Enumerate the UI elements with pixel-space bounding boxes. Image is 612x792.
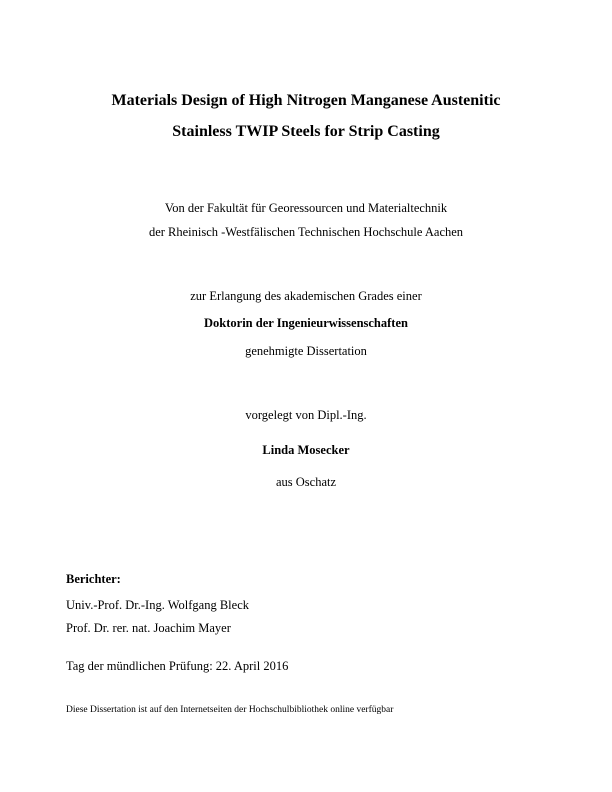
degree-title: Doktorin der Ingenieurwissenschaften: [204, 316, 408, 330]
reviewer-1: Univ.-Prof. Dr.-Ing. Wolfgang Bleck: [66, 598, 249, 612]
reviewer-2: Prof. Dr. rer. nat. Joachim Mayer: [66, 621, 231, 635]
author-origin: aus Oschatz: [275, 475, 337, 489]
author-name: Linda Mosecker: [262, 443, 350, 457]
faculty-line-2: der Rheinisch -Westfälischen Technischen Hochschule Aachen: [148, 225, 464, 239]
reviewers-heading: Berichter:: [66, 572, 121, 586]
faculty-line-1: Von der Fakultät für Georessourcen und Materialtechnik: [164, 201, 448, 215]
title-line-1: Materials Design of High Nitrogen Manganese Austenitic: [111, 92, 501, 109]
exam-date: Tag der mündlichen Prüfung: 22. April 2016: [66, 659, 289, 673]
availability-note: Diese Dissertation ist auf den Internetseiten der Hochschulbibliothek online verfügbar: [66, 705, 394, 715]
degree-line-3: genehmigte Dissertation: [245, 344, 367, 358]
title-line-2: Stainless TWIP Steels for Strip Casting: [172, 123, 440, 140]
presented-by: vorgelegt von Dipl.-Ing.: [245, 408, 367, 422]
degree-line-1: zur Erlangung des akademischen Grades einer: [190, 289, 422, 303]
